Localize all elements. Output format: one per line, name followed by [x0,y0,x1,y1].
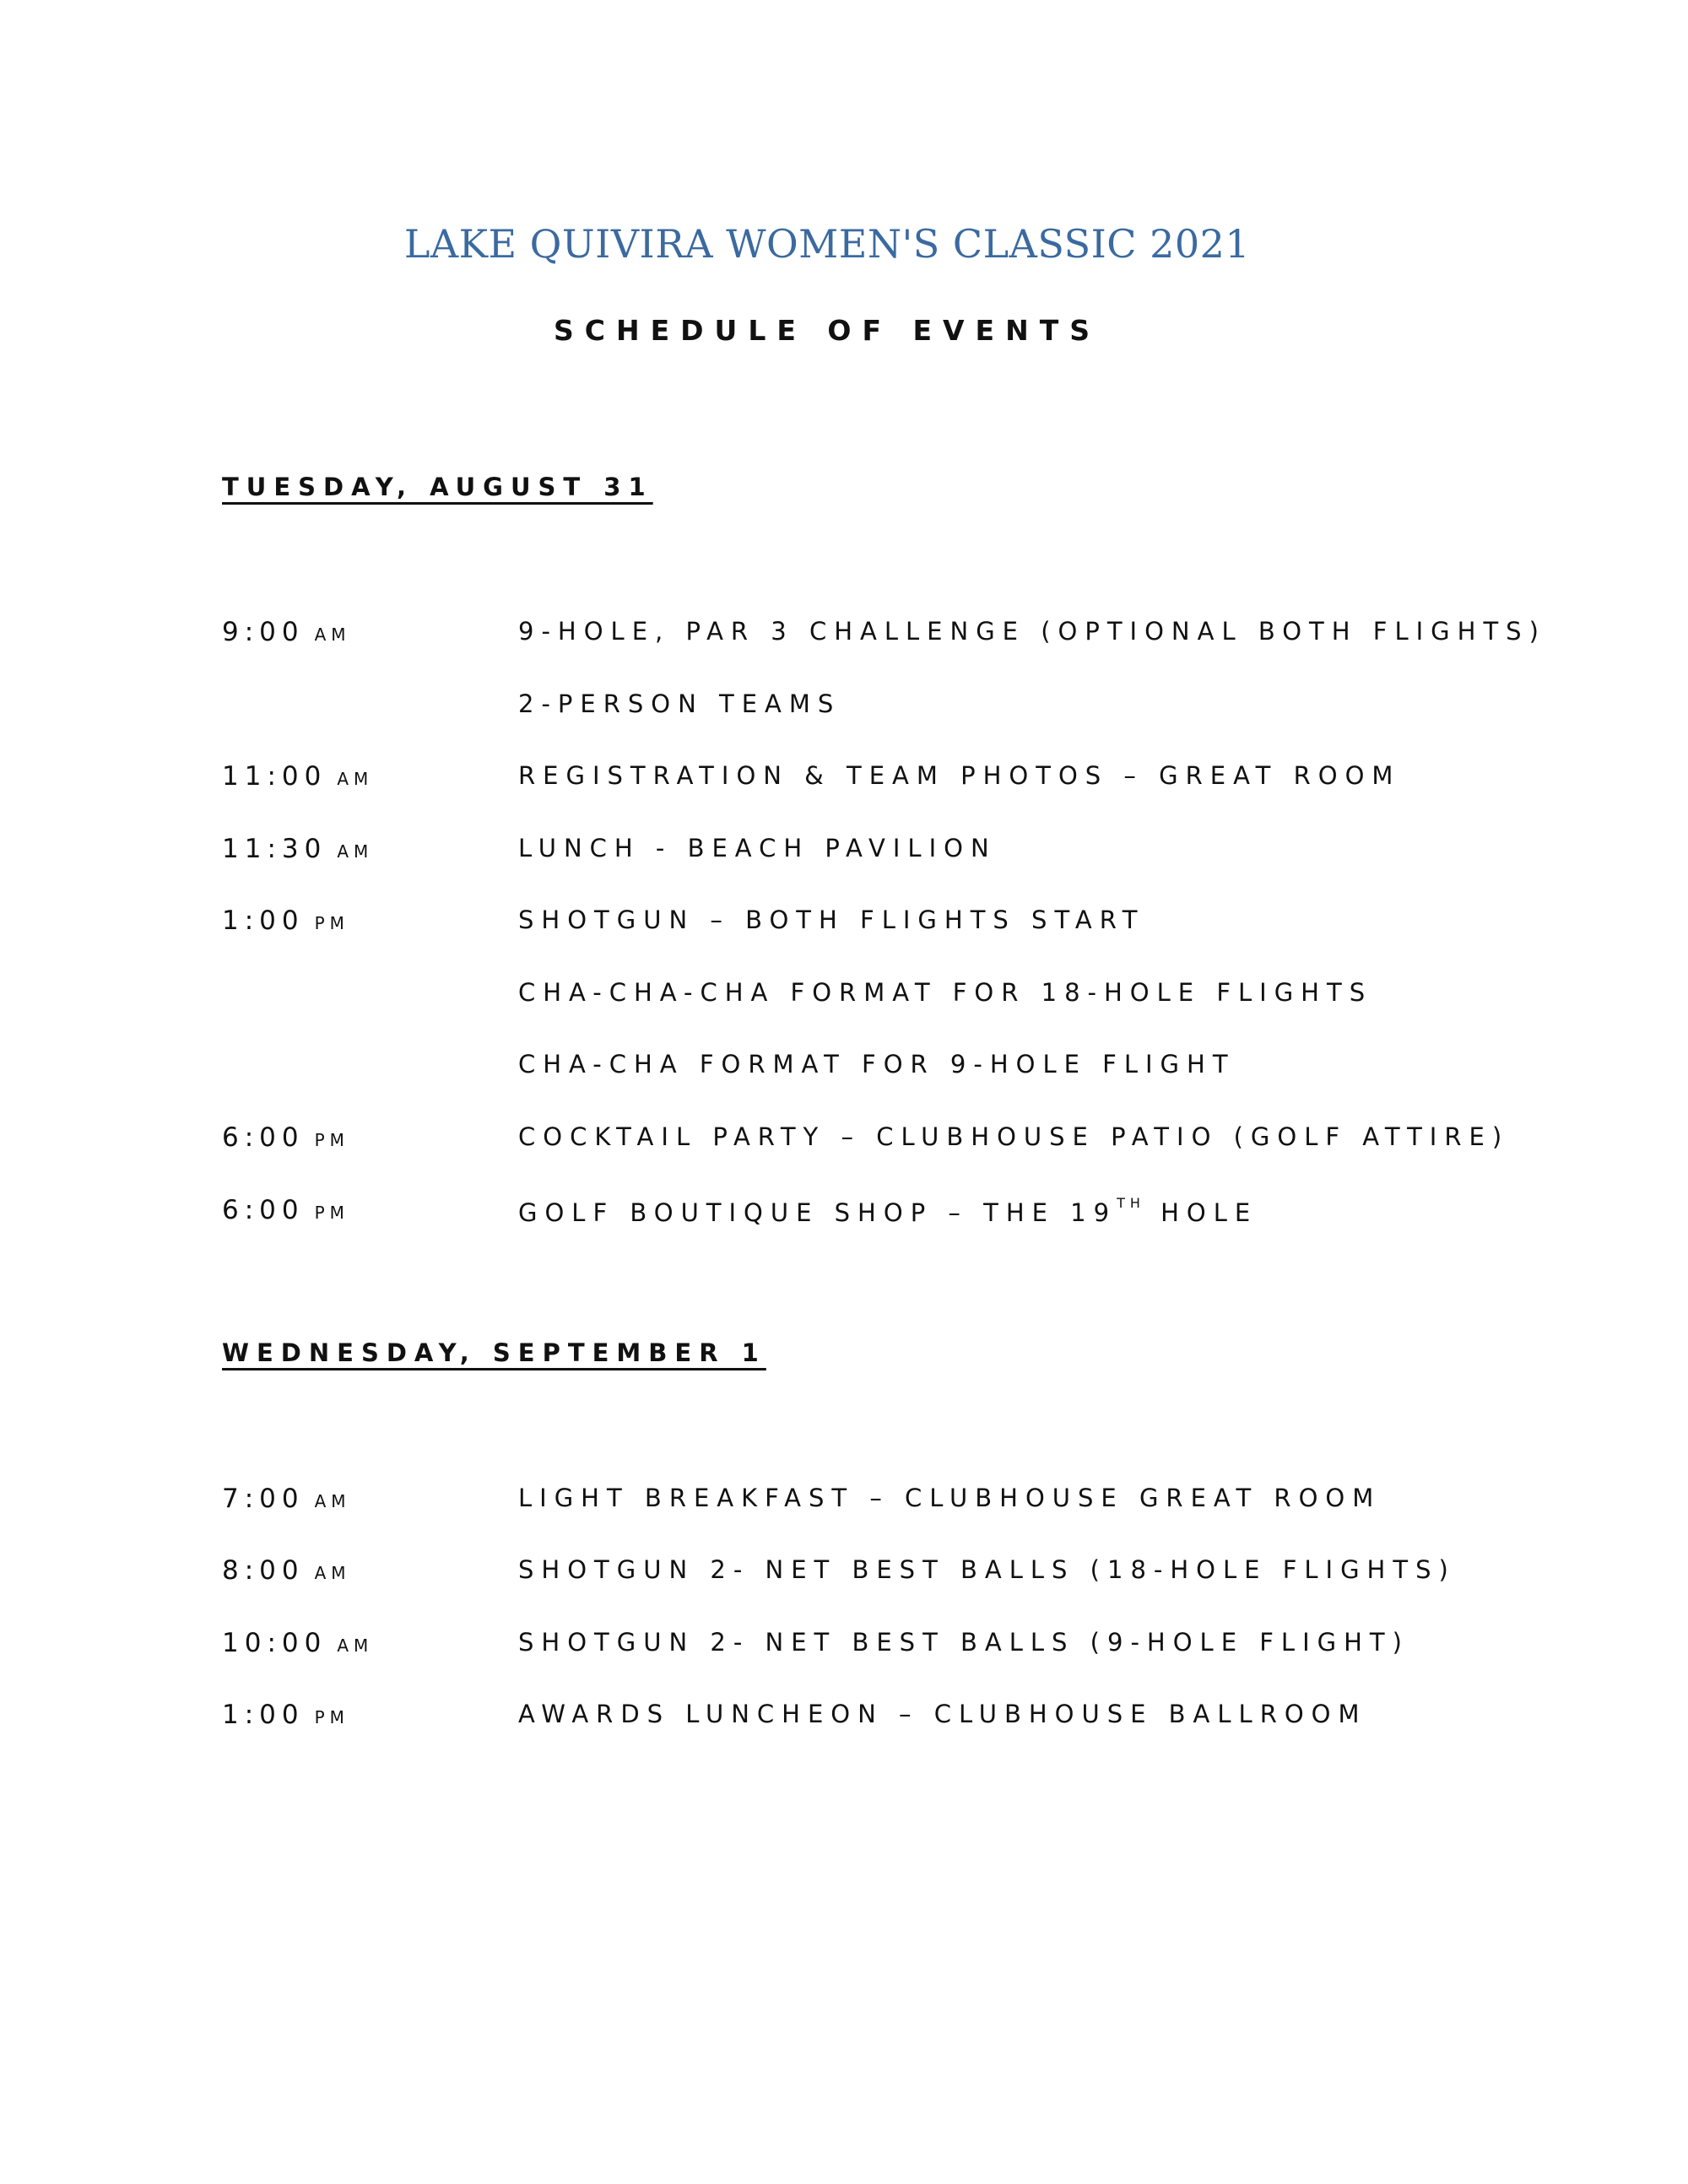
event-ampm: AM [337,841,374,862]
event-time: 9:00 AM [222,617,351,647]
event-time: 1:00 PM [222,905,349,936]
event-ampm: PM [314,1707,349,1727]
event-description: SHOTGUN 2- NET BEST BALLS (9-HOLE FLIGHT) [518,1628,1409,1657]
event-time: 1:00 PM [222,1700,349,1730]
event-row [0,1195,1688,1246]
event-description: LIGHT BREAKFAST – CLUBHOUSE GREAT ROOM [518,1484,1382,1512]
event-time: 10:00 AM [222,1628,374,1658]
event-row [0,905,1688,956]
event-ampm: PM [314,913,349,933]
event-row [0,761,1688,812]
event-row [0,1484,1688,1534]
event-description: SHOTGUN – BOTH FLIGHTS START [518,905,1145,934]
event-row [0,834,1688,884]
event-description: COCKTAIL PARTY – CLUBHOUSE PATIO (GOLF ATTIRE) [518,1122,1510,1151]
event-description: AWARDS LUNCHEON – CLUBHOUSE BALLROOM [518,1700,1367,1728]
event-row [0,1050,1688,1100]
day-heading-tuesday: TUESDAY, AUGUST 31 [222,473,653,501]
event-row [0,1628,1688,1679]
event-description: SHOTGUN 2- NET BEST BALLS (18-HOLE FLIGHTS) [518,1555,1456,1584]
event-description: GOLF BOUTIQUE SHOP – THE 19TH HOLE [518,1195,1258,1227]
event-row [0,1555,1688,1606]
event-row [0,1122,1688,1173]
event-ampm: AM [314,1563,351,1583]
event-description: CHA-CHA-CHA FORMAT FOR 18-HOLE FLIGHTS [518,978,1373,1007]
event-row [0,1700,1688,1750]
event-ampm: AM [314,624,351,645]
event-time: 8:00 AM [222,1555,351,1586]
event-time: 11:00 AM [222,761,374,792]
event-description: 9-HOLE, PAR 3 CHALLENGE (OPTIONAL BOTH FLIGHTS) [518,617,1546,646]
event-row [0,978,1688,1029]
event-time: 6:00 PM [222,1195,349,1225]
event-ampm: AM [337,1635,374,1656]
event-row [0,617,1688,668]
event-ampm: PM [314,1130,349,1150]
event-time: 11:30 AM [222,834,374,864]
day-heading-wednesday: WEDNESDAY, SEPTEMBER 1 [222,1338,766,1367]
event-time: 6:00 PM [222,1122,349,1153]
event-description: 2-PERSON TEAMS [518,689,841,718]
event-description: REGISTRATION & TEAM PHOTOS – GREAT ROOM [518,761,1401,790]
event-description: LUNCH - BEACH PAVILION [518,834,997,862]
event-ampm: PM [314,1203,349,1223]
event-ampm: AM [337,769,374,789]
event-ampm: AM [314,1491,351,1511]
document-subtitle: SCHEDULE OF EVENTS [554,314,1101,347]
event-row [0,689,1688,740]
event-description: CHA-CHA FORMAT FOR 9-HOLE FLIGHT [518,1050,1236,1078]
document-title: LAKE QUIVIRA WOMEN'S CLASSIC 2021 [403,221,1251,267]
event-time: 7:00 AM [222,1484,351,1514]
ordinal-suffix: TH [1117,1195,1145,1211]
